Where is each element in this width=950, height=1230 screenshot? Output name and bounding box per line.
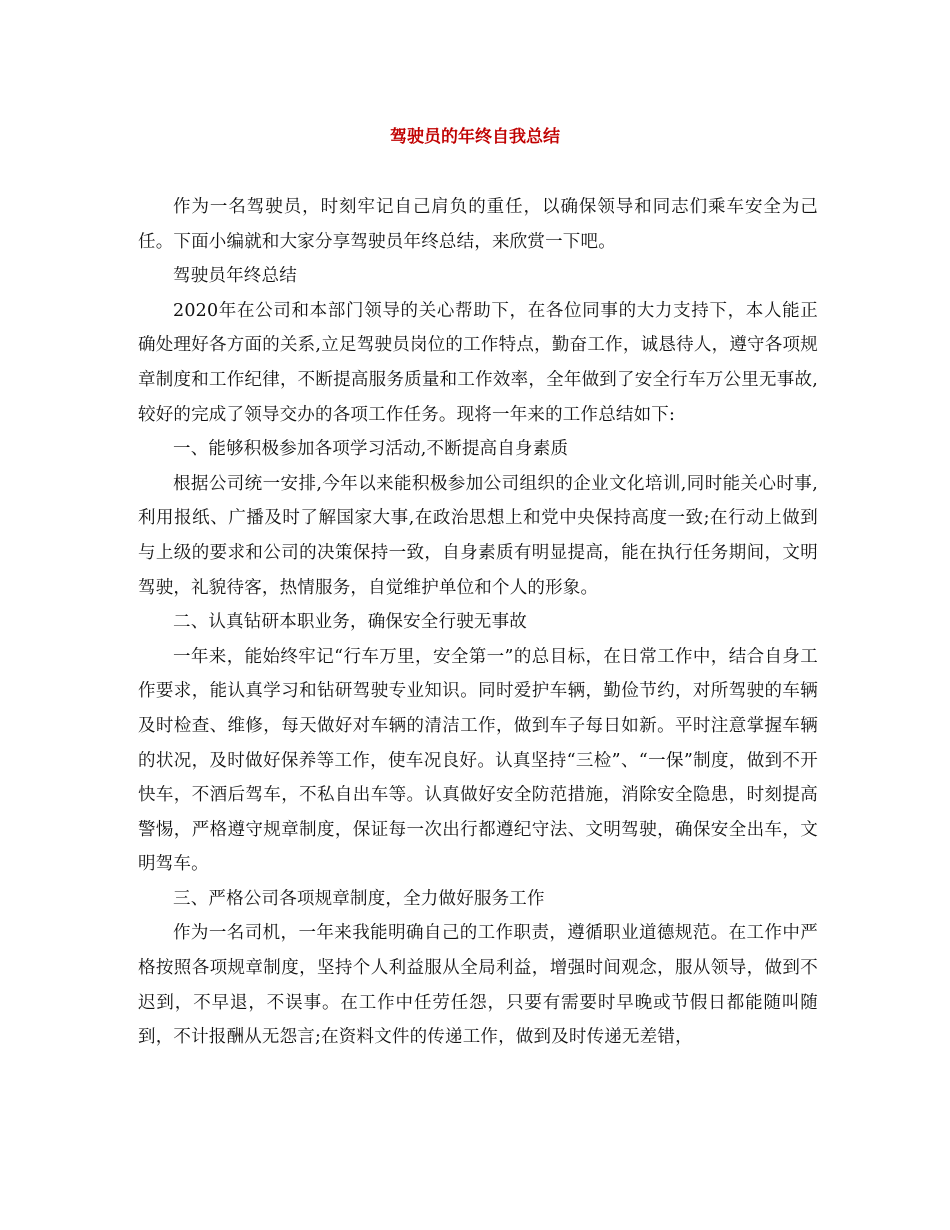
document-title: 驾驶员的年终自我总结 <box>390 127 560 147</box>
intro-paragraph: 作为一名驾驶员，时刻牢记自己肩负的重任，以确保领导和同志们乘车安全为己任。下面小编就和大家分享驾驶员年终总结，来欣赏一下吧。 <box>138 197 818 252</box>
document-body <box>138 190 818 1055</box>
paragraph-two: 一年来，能始终牢记“行车万里，安全第一”的总目标，在日常工作中，结合自身工作要求，能认真学习和钻研驾驶专业知识。同时爱护车辆，勤俭节约，对所驾驶的车辆及时检查、维修，每天做好对车辆的清洁工作，做到车子每日如新。平时注意掌握车辆的状况，及时做好保养等工作，使车况良好。认真坚持“三检”、“一保”制度，做到不开快车，不酒后驾车，不私自出车等。认真做好安全防范措施，消除安全隐患，时刻提高警惕，严格遵守规章制度，保证每一次出行都遵纪守法、文明驾驶，确保安全出车，文明驾车。 <box>138 646 818 875</box>
heading-two: 二、认真钻研本职业务，确保安全行驶无事故 <box>173 612 527 633</box>
paragraph-three: 作为一名司机，一年来我能明确自己的工作职责，遵循职业道德规范。在工作中严格按照各项规章制度，坚持个人利益服从全局利益，增强时间观念，服从领导，做到不迟到，不早退，不误事。在工作中任劳任怨，只要有需要时早晚或节假日都能随叫随到，不计报酬从无怨言;在资料文件的传递工作，做到及时传递无差错， <box>138 923 818 1048</box>
section-subtitle: 驾驶员年终总结 <box>173 266 297 287</box>
paragraph-one: 根据公司统一安排,今年以来能积极参加公司组织的企业文化培训,同时能关心时事,利用报纸、广播及时了解国家大事,在政治思想上和党中央保持高度一致;在行动上做到与上级的要求和公司的决策保持一致，自身素质有明显提高，能在执行任务期间，文明驾驶，礼貌待客，热情服务，自觉维护单位和个人的形象。 <box>138 473 818 598</box>
heading-one: 一、能够积极参加各项学习活动,不断提高自身素质 <box>173 439 569 460</box>
heading-three: 三、严格公司各项规章制度，全力做好服务工作 <box>173 888 545 909</box>
summary-paragraph: 2020年在公司和本部门领导的关心帮助下，在各位同事的大力支持下，本人能正确处理好各方面的关系,立足驾驶员岗位的工作特点，勤奋工作，诚恳待人，遵守各项规章制度和工作纪律，不断提高服务质量和工作效率，全年做到了安全行车万公里无事故,较好的完成了领导交办的各项工作任务。现将一年来的工作总结如下: <box>138 300 818 425</box>
